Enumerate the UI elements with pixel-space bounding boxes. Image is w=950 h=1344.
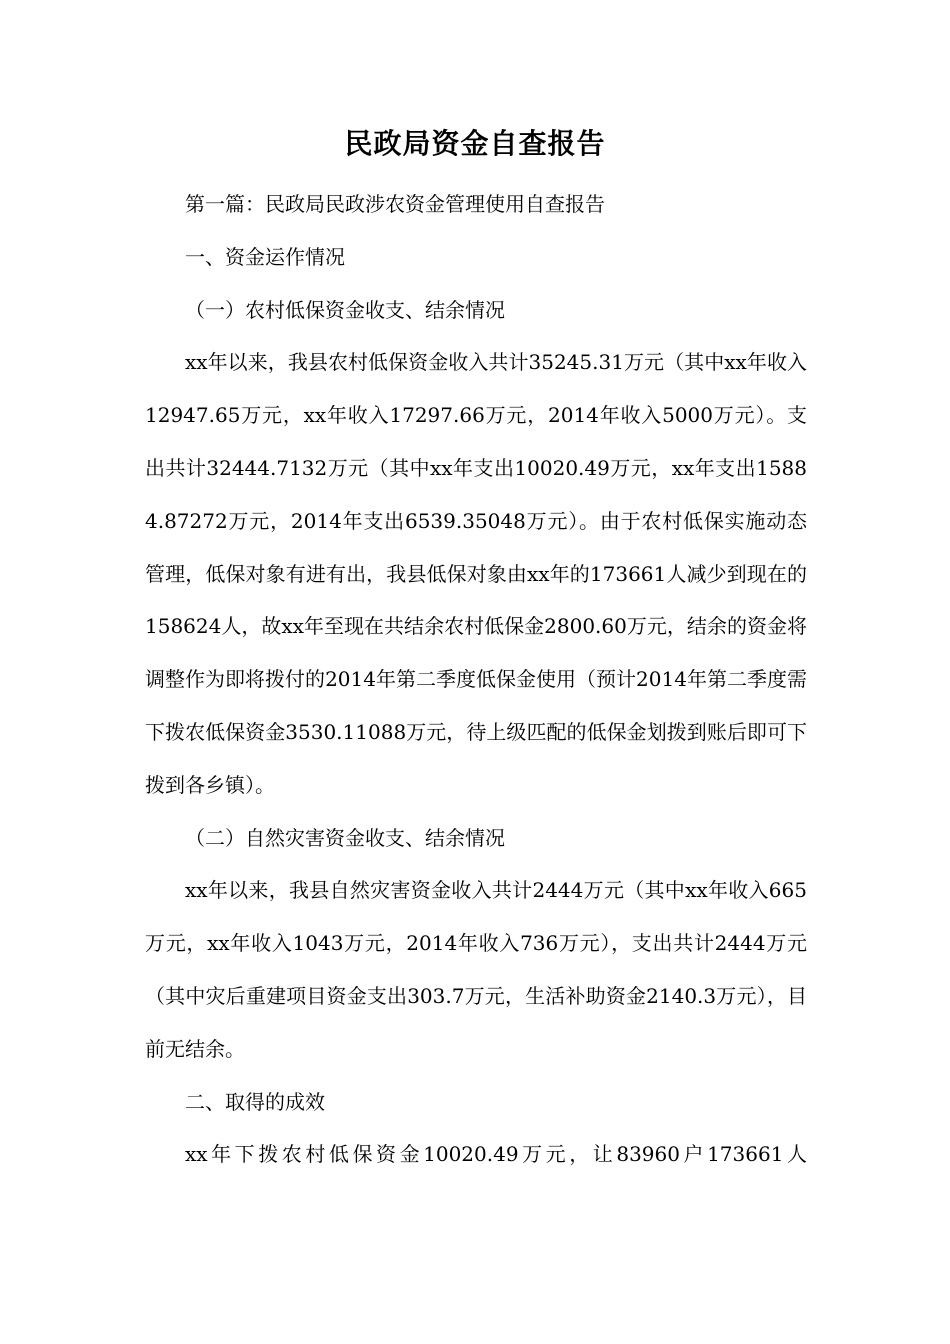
paragraph-subheading-1: （一）农村低保资金收支、结余情况: [185, 297, 505, 322]
paragraph-heading-1: 一、资金运作情况: [185, 244, 345, 269]
paragraph-body-1: xx年以来，我县农村低保资金收入共计35245.31万元（其中xx年收入12947.65万元，xx年收入17297.66万元，2014年收入5000万元）。支出共计32444.7132万元（其中xx年支出10020.49万元，xx年支出15884.87272万元，2014年支出6539.35048万元）。由于农村低保实施动态管理，低保对象有进有出，我县低保对象由xx年的173661人减少到现在的158624人，故xx年至现在共结余农村低保金2800.60万元，结余的资金将调整作为即将拨付的2014年第二季度低保金使用（预计2014年第二季度需下拨农低保资金3530.11088万元，待上级匹配的低保金划拨到账后即可下拨到各乡镇）。: [145, 350, 807, 797]
document-title: 民政局资金自查报告: [344, 127, 606, 160]
paragraph-heading-2: 二、取得的成效: [185, 1089, 325, 1114]
paragraph-section-heading: 第一篇：民政局民政涉农资金管理使用自查报告: [185, 192, 605, 216]
paragraph-body-2: xx年以来，我县自然灾害资金收入共计2444万元（其中xx年收入665万元，xx年收入1043万元，2014年收入736万元），支出共计2444万元（其中灾后重建项目资金支出303.7万元，生活补助资金2140.3万元），目前无结余。: [145, 878, 807, 1061]
paragraph-body-3: xx年下拨农村低保资金10020.49万元，让83960户173661人: [185, 1142, 807, 1167]
document-body: [145, 178, 807, 1181]
paragraph-subheading-2: （二）自然灾害资金收支、结余情况: [185, 825, 505, 850]
